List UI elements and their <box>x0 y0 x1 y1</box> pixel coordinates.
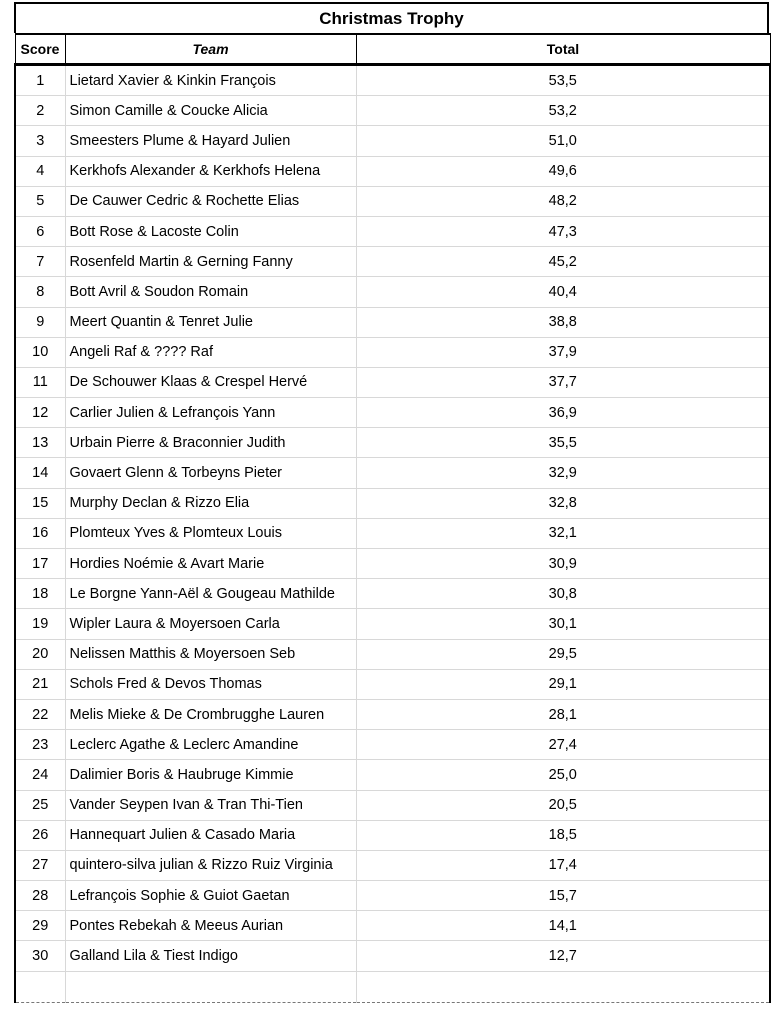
total-cell: 15,7 <box>356 881 770 911</box>
table-row <box>15 65 770 96</box>
header-row <box>15 34 770 65</box>
total-cell: 53,5 <box>356 65 770 96</box>
table-row <box>15 760 770 790</box>
table-row <box>15 96 770 126</box>
table-row <box>15 699 770 729</box>
total-cell: 48,2 <box>356 186 770 216</box>
team-cell: Lietard Xavier & Kinkin François <box>65 65 356 96</box>
empty-cell <box>356 971 770 1002</box>
rank-cell: 12 <box>15 398 65 428</box>
rank-cell: 6 <box>15 216 65 246</box>
team-cell: Meert Quantin & Tenret Julie <box>65 307 356 337</box>
total-cell: 51,0 <box>356 126 770 156</box>
rank-cell: 16 <box>15 518 65 548</box>
total-cell: 49,6 <box>356 156 770 186</box>
rank-cell: 7 <box>15 247 65 277</box>
total-cell: 18,5 <box>356 820 770 850</box>
rank-cell: 23 <box>15 730 65 760</box>
table-row <box>15 639 770 669</box>
table-row <box>15 790 770 820</box>
team-cell: Urbain Pierre & Braconnier Judith <box>65 428 356 458</box>
team-cell: Melis Mieke & De Crombrugghe Lauren <box>65 699 356 729</box>
total-cell: 36,9 <box>356 398 770 428</box>
team-cell: Simon Camille & Coucke Alicia <box>65 96 356 126</box>
rank-cell: 8 <box>15 277 65 307</box>
total-cell: 29,5 <box>356 639 770 669</box>
total-cell: 32,9 <box>356 458 770 488</box>
team-cell: Smeesters Plume & Hayard Julien <box>65 126 356 156</box>
total-cell: 30,1 <box>356 609 770 639</box>
rank-cell: 10 <box>15 337 65 367</box>
rank-cell: 2 <box>15 96 65 126</box>
team-cell: Govaert Glenn & Torbeyns Pieter <box>65 458 356 488</box>
rank-cell: 20 <box>15 639 65 669</box>
team-cell: Le Borgne Yann-Aël & Gougeau Mathilde <box>65 579 356 609</box>
team-cell: De Schouwer Klaas & Crespel Hervé <box>65 367 356 397</box>
rank-cell: 21 <box>15 669 65 699</box>
table-row <box>15 186 770 216</box>
rank-cell: 9 <box>15 307 65 337</box>
team-cell: Schols Fred & Devos Thomas <box>65 669 356 699</box>
team-cell: Kerkhofs Alexander & Kerkhofs Helena <box>65 156 356 186</box>
team-cell: Wipler Laura & Moyersoen Carla <box>65 609 356 639</box>
table-row <box>15 579 770 609</box>
empty-row <box>15 971 770 1002</box>
table-row <box>15 881 770 911</box>
team-cell: Angeli Raf & ???? Raf <box>65 337 356 367</box>
total-cell: 53,2 <box>356 96 770 126</box>
team-cell: Nelissen Matthis & Moyersoen Seb <box>65 639 356 669</box>
table-row <box>15 941 770 971</box>
table-row <box>15 428 770 458</box>
rank-cell: 30 <box>15 941 65 971</box>
rank-cell: 1 <box>15 65 65 96</box>
results-table <box>14 33 771 1003</box>
table-row <box>15 458 770 488</box>
table-row <box>15 216 770 246</box>
rank-cell: 15 <box>15 488 65 518</box>
table-row <box>15 518 770 548</box>
total-cell: 37,9 <box>356 337 770 367</box>
rank-cell: 26 <box>15 820 65 850</box>
table-row <box>15 820 770 850</box>
total-cell: 20,5 <box>356 790 770 820</box>
rank-cell: 18 <box>15 579 65 609</box>
total-cell: 30,8 <box>356 579 770 609</box>
table-row <box>15 398 770 428</box>
sheet-title: Christmas Trophy <box>14 2 769 33</box>
rank-cell: 22 <box>15 699 65 729</box>
header-total: Total <box>356 34 770 65</box>
table-row <box>15 337 770 367</box>
team-cell: Pontes Rebekah & Meeus Aurian <box>65 911 356 941</box>
total-cell: 14,1 <box>356 911 770 941</box>
total-cell: 28,1 <box>356 699 770 729</box>
rank-cell: 3 <box>15 126 65 156</box>
table-row <box>15 277 770 307</box>
results-sheet <box>14 2 769 1003</box>
total-cell: 32,1 <box>356 518 770 548</box>
team-cell: Hordies Noémie & Avart Marie <box>65 549 356 579</box>
total-cell: 32,8 <box>356 488 770 518</box>
table-row <box>15 247 770 277</box>
team-cell: Lefrançois Sophie & Guiot Gaetan <box>65 881 356 911</box>
total-cell: 29,1 <box>356 669 770 699</box>
table-row <box>15 549 770 579</box>
table-row <box>15 730 770 760</box>
team-cell: Bott Rose & Lacoste Colin <box>65 216 356 246</box>
table-row <box>15 488 770 518</box>
total-cell: 12,7 <box>356 941 770 971</box>
total-cell: 35,5 <box>356 428 770 458</box>
team-cell: De Cauwer Cedric & Rochette Elias <box>65 186 356 216</box>
team-cell: Rosenfeld Martin & Gerning Fanny <box>65 247 356 277</box>
empty-cell <box>65 971 356 1002</box>
team-cell: Vander Seypen Ivan & Tran Thi-Tien <box>65 790 356 820</box>
table-header <box>15 34 770 65</box>
rank-cell: 27 <box>15 850 65 880</box>
rank-cell: 17 <box>15 549 65 579</box>
header-team: Team <box>65 34 356 65</box>
rank-cell: 25 <box>15 790 65 820</box>
rank-cell: 19 <box>15 609 65 639</box>
team-cell: Bott Avril & Soudon Romain <box>65 277 356 307</box>
team-cell: Leclerc Agathe & Leclerc Amandine <box>65 730 356 760</box>
table-row <box>15 850 770 880</box>
table-row <box>15 911 770 941</box>
rank-cell: 24 <box>15 760 65 790</box>
table-row <box>15 156 770 186</box>
total-cell: 38,8 <box>356 307 770 337</box>
table-row <box>15 669 770 699</box>
rank-cell: 29 <box>15 911 65 941</box>
empty-cell <box>15 971 65 1002</box>
team-cell: Galland Lila & Tiest Indigo <box>65 941 356 971</box>
total-cell: 17,4 <box>356 850 770 880</box>
rank-cell: 14 <box>15 458 65 488</box>
rank-cell: 11 <box>15 367 65 397</box>
total-cell: 40,4 <box>356 277 770 307</box>
team-cell: quintero-silva julian & Rizzo Ruiz Virginia <box>65 850 356 880</box>
total-cell: 30,9 <box>356 549 770 579</box>
table-row <box>15 307 770 337</box>
team-cell: Hannequart Julien & Casado Maria <box>65 820 356 850</box>
team-cell: Carlier Julien & Lefrançois Yann <box>65 398 356 428</box>
table-row <box>15 126 770 156</box>
total-cell: 47,3 <box>356 216 770 246</box>
table-body <box>15 65 770 1003</box>
header-score: Score <box>15 34 65 65</box>
total-cell: 37,7 <box>356 367 770 397</box>
rank-cell: 5 <box>15 186 65 216</box>
table-row <box>15 609 770 639</box>
team-cell: Dalimier Boris & Haubruge Kimmie <box>65 760 356 790</box>
total-cell: 27,4 <box>356 730 770 760</box>
total-cell: 45,2 <box>356 247 770 277</box>
rank-cell: 13 <box>15 428 65 458</box>
rank-cell: 4 <box>15 156 65 186</box>
rank-cell: 28 <box>15 881 65 911</box>
team-cell: Plomteux Yves & Plomteux Louis <box>65 518 356 548</box>
total-cell: 25,0 <box>356 760 770 790</box>
team-cell: Murphy Declan & Rizzo Elia <box>65 488 356 518</box>
table-row <box>15 367 770 397</box>
